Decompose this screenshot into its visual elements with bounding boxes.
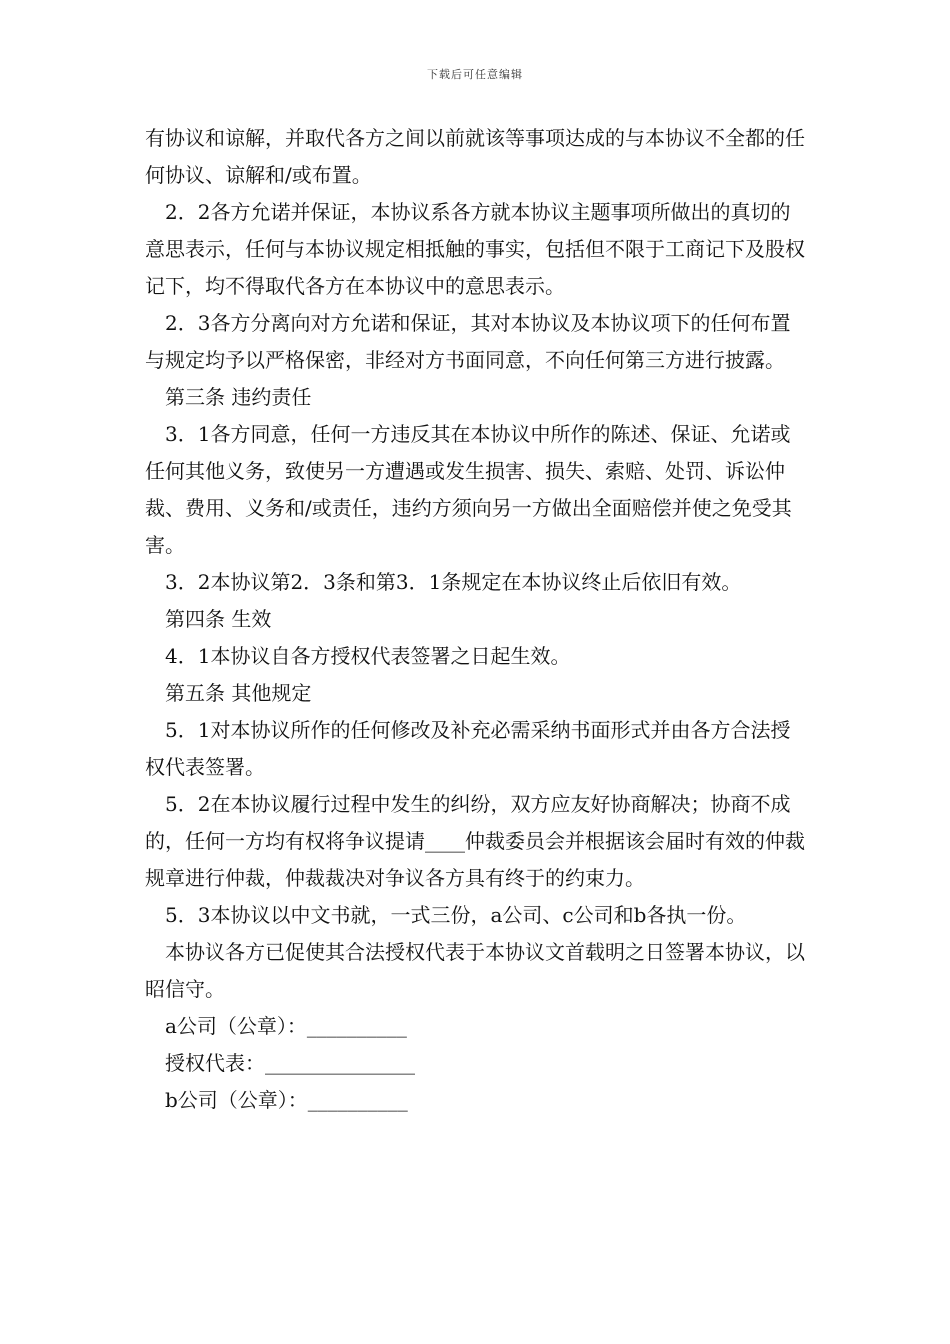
signature-line-a: a公司（公章）：__________ xyxy=(165,1014,407,1038)
clause-3-1: 3．1各方同意，任何一方违反其在本协议中所作的陈述、保证、允诺或任何其他义务，致使另一方遭遇或发生损害、损失、索赔、处罚、诉讼仲裁、费用、义务和/或责任，违约方须向另一方做出全面赔偿并使之免受其害。 xyxy=(145,422,792,557)
paragraph: 有协议和谅解，并取代各方之间以前就该等事项达成的与本协议不全都的任何协议、谅解和/或布置。 xyxy=(145,126,805,187)
clause-5-2: 5．2在本协议履行过程中发生的纠纷，双方应友好协商解决；协商不成的，任何一方均有权将争议提请____仲裁委员会并根据该会届时有效的仲裁规章进行仲裁，仲裁裁决对争议各方具有终于的约束力。 xyxy=(145,792,805,890)
clause-5-3: 5．3本协议以中文书就，一式三份，a公司、c公司和b各执一份。 xyxy=(165,903,747,927)
clause-4-1: 4．1本协议自各方授权代表签署之日起生效。 xyxy=(165,644,571,668)
clause-3-2: 3．2本协议第2．3条和第3．1条规定在本协议终止后依旧有效。 xyxy=(165,570,742,594)
article-4-heading: 第四条 生效 xyxy=(165,607,272,631)
article-5-heading: 第五条 其他规定 xyxy=(165,681,312,705)
signature-line-b: b公司（公章）：__________ xyxy=(165,1088,408,1112)
clause-2-3: 2．3各方分离向对方允诺和保证，其对本协议及本协议项下的任何布置与规定均予以严格保密，非经对方书面同意，不向任何第三方进行披露。 xyxy=(145,311,791,372)
document-body xyxy=(145,120,810,1119)
clause-5-1: 5．1对本协议所作的任何修改及补充必需采纳书面形式并由各方合法授权代表签署。 xyxy=(145,718,791,779)
article-3-heading: 第三条 违约责任 xyxy=(165,385,312,409)
clause-2-2: 2．2各方允诺并保证，本协议系各方就本协议主题事项所做出的真切的意思表示，任何与本协议规定相抵触的事实，包括但不限于工商记下及股权记下，均不得取代各方在本协议中的意思表示。 xyxy=(145,200,805,298)
closing-statement: 本协议各方已促使其合法授权代表于本协议文首载明之日签署本协议，以昭信守。 xyxy=(145,940,805,1001)
signature-line-rep: 授权代表：_______________ xyxy=(165,1051,415,1075)
page-header: 下载后可任意编辑 xyxy=(427,68,523,81)
